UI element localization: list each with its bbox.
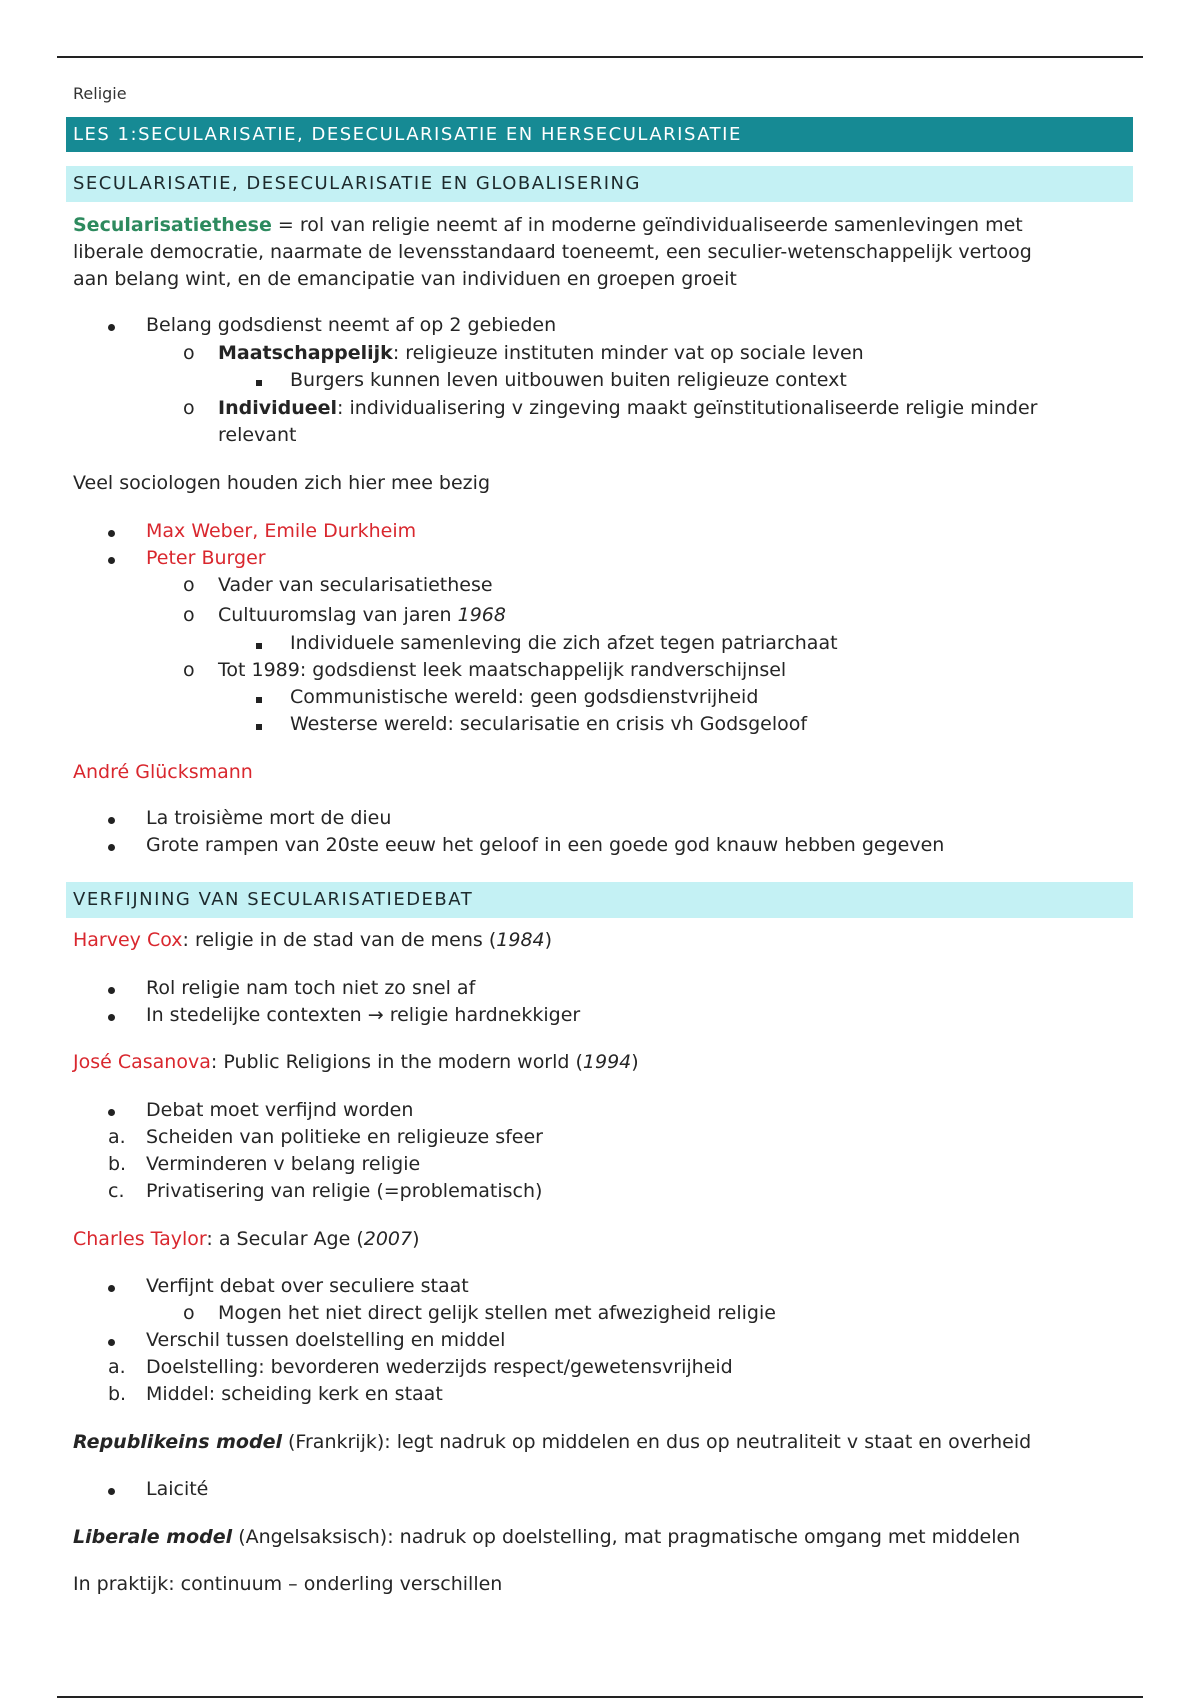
definition-term: Secularisatiethese: [73, 214, 272, 236]
bullet-communistische: Communistische wereld: geen godsdienstvrijheid: [290, 686, 759, 708]
name-harvey-cox: Harvey Cox: [73, 929, 183, 951]
bullet-westerse: Westerse wereld: secularisatie en crisis vh Godsgeloof: [290, 713, 808, 735]
bullet-cox-2: In stedelijke contexten → religie hardnekkiger: [146, 1004, 581, 1026]
bullet-casanova-1: Debat moet verfijnd worden: [146, 1099, 414, 1121]
cox-line: [73, 927, 552, 954]
praktijk-line: In praktijk: continuum – onderling verschillen: [73, 1573, 503, 1595]
individueel-text: : individualisering v zingeving maakt geïnstitutionaliseerde religie minder: [337, 397, 1038, 419]
bullet-tot1989: Tot 1989: godsdienst leek maatschappelijk randverschijnsel: [218, 659, 787, 681]
bullet-burgers: Burgers kunnen leven uitbouwen buiten religieuze context: [290, 369, 847, 391]
item-casanova-c: Privatisering van religie (=problematisch): [146, 1180, 543, 1202]
maatschappelijk-text: : religieuze instituten minder vat op sociale leven: [392, 342, 864, 364]
bullet-maatschappelijk: [218, 340, 864, 367]
name-glucksmann: André Glücksmann: [73, 761, 253, 783]
bullet-belang: Belang godsdienst neemt af op 2 gebieden: [146, 314, 557, 336]
definition-line-2: liberale democratie, naarmate de levensstandaard toeneemt, een seculier-wetenschappelijk vertoog: [73, 241, 1032, 263]
top-rule: [57, 56, 1143, 58]
bullet-taylor-2: Verschil tussen doelstelling en middel: [146, 1329, 506, 1351]
bullet-marker: [108, 518, 115, 545]
sub-bullet-marker: o: [183, 604, 195, 626]
sub-sub-bullet-marker: [256, 684, 262, 711]
cultuur-year: 1968: [457, 604, 506, 626]
bullet-troisieme: La troisième mort de dieu: [146, 807, 392, 829]
liberale-text: (Angelsaksisch): nadruk op doelstelling, mat pragmatische omgang met middelen: [232, 1526, 1021, 1548]
sub-sub-bullet-marker: [256, 711, 262, 738]
list-marker-a: a.: [108, 1126, 126, 1148]
sub-sub-bullet-marker: [256, 630, 262, 657]
individueel-term: Individueel: [218, 397, 338, 419]
item-taylor-a: Doelstelling: bevorderen wederzijds respect/gewetensvrijheid: [146, 1356, 733, 1378]
bullet-cox-1: Rol religie nam toch niet zo snel af: [146, 977, 476, 999]
list-marker-a: a.: [108, 1356, 126, 1378]
bottom-rule: [57, 1696, 1143, 1698]
sub-bullet-marker: o: [183, 659, 195, 681]
bullet-marker: [108, 312, 115, 339]
item-taylor-b: Middel: scheiding kerk en staat: [146, 1383, 443, 1405]
taylor-year: 2007: [363, 1228, 413, 1250]
definition-line-3: aan belang wint, en de emancipatie van individuen en groepen groeit: [73, 268, 737, 290]
taylor-text: : a Secular Age (: [206, 1228, 364, 1250]
section-heading-secularisatie: SECULARISATIE, DESECULARISATIE EN GLOBALISERING: [66, 166, 1133, 202]
taylor-line: [73, 1226, 420, 1253]
lesson-title: LES 1:SECULARISATIE, DESECULARISATIE EN HERSECULARISATIE: [66, 117, 1133, 152]
bullet-marker: [108, 1097, 115, 1124]
bullet-marker: [108, 1476, 115, 1503]
cultuur-text: Cultuuromslag van jaren: [218, 604, 458, 626]
close-paren: ): [631, 1051, 639, 1073]
name-jose-casanova: José Casanova: [73, 1051, 211, 1073]
liberale-term: Liberale model: [73, 1526, 233, 1548]
casanova-year: 1994: [582, 1051, 632, 1073]
sub-sub-bullet-marker: [256, 367, 262, 394]
bullet-marker: [108, 805, 115, 832]
bullet-marker: [108, 832, 115, 859]
cox-year: 1984: [496, 929, 545, 951]
bullet-marker: [108, 975, 115, 1002]
liberale-line: [73, 1524, 1020, 1551]
item-casanova-b: Verminderen v belang religie: [146, 1153, 421, 1175]
list-marker-b: b.: [108, 1383, 127, 1405]
sub-bullet-marker: o: [183, 342, 195, 364]
bullet-taylor-1: Verfijnt debat over seculiere staat: [146, 1275, 469, 1297]
sub-bullet-marker: o: [183, 574, 195, 596]
header-label: Religie: [73, 84, 127, 103]
bullet-marker: [108, 1273, 115, 1300]
bullet-marker: [108, 1327, 115, 1354]
close-paren: ): [412, 1228, 420, 1250]
definition-text: = rol van religie neemt af in moderne geïndividualiseerde samenlevingen met: [271, 214, 1023, 236]
bullet-laicite: Laicité: [146, 1478, 209, 1500]
maatschappelijk-term: Maatschappelijk: [218, 342, 393, 364]
bullet-individueel: [218, 395, 1038, 422]
sub-bullet-marker: o: [183, 397, 195, 419]
list-marker-b: b.: [108, 1153, 127, 1175]
name-weber-durkheim: Max Weber, Emile Durkheim: [146, 520, 417, 542]
republikeins-term: Republikeins model: [73, 1431, 282, 1453]
casanova-line: [73, 1049, 639, 1076]
bullet-marker: [108, 545, 115, 572]
sociologen-line: Veel sociologen houden zich hier mee bezig: [73, 472, 490, 494]
bullet-individueel-cont: relevant: [218, 424, 297, 446]
sub-bullet-marker: o: [183, 1302, 195, 1324]
bullet-grote-rampen: Grote rampen van 20ste eeuw het geloof in een goede god knauw hebben gegeven: [146, 834, 945, 856]
bullet-individuele: Individuele samenleving die zich afzet tegen patriarchaat: [290, 632, 838, 654]
list-marker-c: c.: [108, 1180, 125, 1202]
bullet-vader: Vader van secularisatiethese: [218, 574, 493, 596]
bullet-cultuur: [218, 602, 506, 629]
cox-text: : religie in de stad van de mens (: [182, 929, 497, 951]
republikeins-text: (Frankrijk): legt nadruk op middelen en dus op neutraliteit v staat en overheid: [281, 1431, 1032, 1453]
definition-line-1: [73, 212, 1023, 239]
name-charles-taylor: Charles Taylor: [73, 1228, 207, 1250]
casanova-text: : Public Religions in the modern world (: [210, 1051, 583, 1073]
name-peter-burger: Peter Burger: [146, 547, 266, 569]
close-paren: ): [544, 929, 553, 951]
bullet-marker: [108, 1002, 115, 1029]
bullet-taylor-sub: Mogen het niet direct gelijk stellen met afwezigheid religie: [218, 1302, 776, 1324]
republikeins-line: [73, 1429, 1031, 1456]
section-heading-verfijning: VERFIJNING VAN SECULARISATIEDEBAT: [66, 882, 1133, 918]
item-casanova-a: Scheiden van politieke en religieuze sfeer: [146, 1126, 543, 1148]
